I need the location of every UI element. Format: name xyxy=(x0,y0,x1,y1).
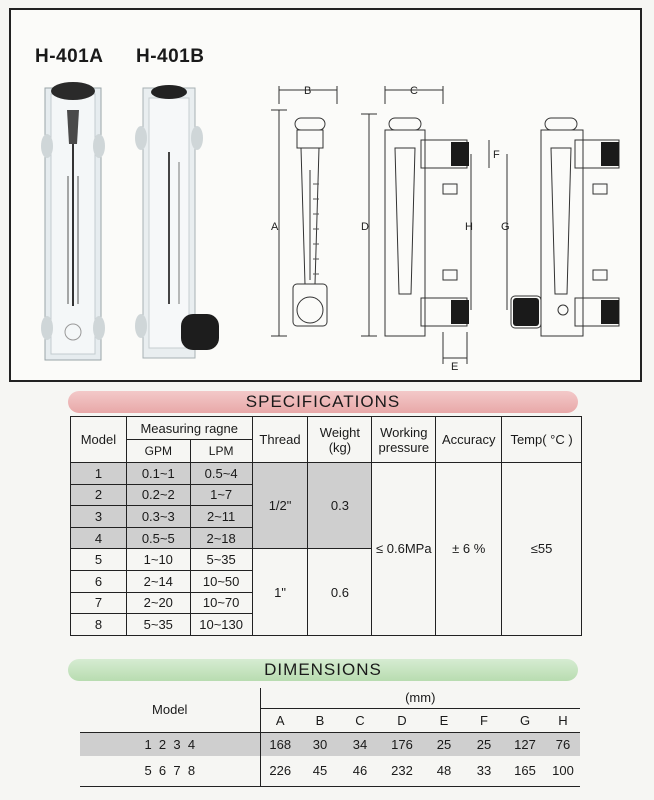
dim-value: 168 xyxy=(269,736,292,752)
col-temp: Temp( °C ) xyxy=(502,417,582,463)
cell-model: 5 xyxy=(71,549,127,571)
cell-lpm: 1~7 xyxy=(190,484,252,506)
cell-model: 8 xyxy=(71,614,127,636)
col-weight-label: Weight xyxy=(319,424,361,440)
dim-label-d: D xyxy=(361,221,369,233)
cell-thread-group-2: 1" xyxy=(252,549,308,635)
cell-gpm: 0.3~3 xyxy=(126,506,190,528)
dim-col-a: A xyxy=(275,712,285,728)
col-measuring-range: Measuring ragne xyxy=(126,417,252,440)
dim-value: 33 xyxy=(476,763,492,779)
dim-value: 34 xyxy=(352,736,368,752)
dim-value: 30 xyxy=(312,736,328,752)
specifications-banner: SPECIFICATIONS xyxy=(68,391,578,413)
dim-models: 5 6 7 8 xyxy=(80,756,260,786)
col-working-pressure xyxy=(372,417,436,463)
col-gpm: GPM xyxy=(126,440,190,463)
cell-model: 7 xyxy=(71,592,127,614)
col-model: Model xyxy=(71,417,127,463)
dim-models: 1 2 3 4 xyxy=(80,732,260,756)
cell-model: 3 xyxy=(71,506,127,528)
dim-value: 226 xyxy=(269,763,292,779)
cell-temp: ≤55 xyxy=(502,463,582,636)
cell-gpm: 1~10 xyxy=(126,549,190,571)
dim-label-b: B xyxy=(304,85,312,97)
dim-value: 100 xyxy=(552,763,574,779)
dim-col-h: H xyxy=(558,712,568,728)
col-accuracy: Accuracy xyxy=(436,417,502,463)
cell-gpm: 2~14 xyxy=(126,570,190,592)
cell-working-pressure: ≤ 0.6MPa xyxy=(372,463,436,636)
cell-model: 1 xyxy=(71,463,127,485)
dim-value: 25 xyxy=(436,736,452,752)
cell-weight-group-2: 0.6 xyxy=(308,549,372,635)
dim-label-c: C xyxy=(410,85,418,97)
product-image-frame xyxy=(9,8,642,382)
dim-col-g: G xyxy=(519,712,531,728)
cell-model: 4 xyxy=(71,527,127,549)
cell-weight-group-1: 0.3 xyxy=(308,463,372,549)
dim-label-f: F xyxy=(493,149,500,161)
dim-value: 176 xyxy=(391,736,413,752)
dim-value: 25 xyxy=(476,736,492,752)
dim-unit: (mm) xyxy=(405,690,436,706)
table-row xyxy=(71,463,582,485)
cell-gpm: 2~20 xyxy=(126,592,190,614)
col-pressure-label: pressure xyxy=(378,439,430,455)
table-row xyxy=(80,732,580,756)
cell-gpm: 5~35 xyxy=(126,614,190,636)
cell-gpm: 0.5~5 xyxy=(126,527,190,549)
table-row xyxy=(80,756,580,786)
cell-lpm: 2~11 xyxy=(190,506,252,528)
dim-col-e: E xyxy=(439,712,449,728)
dim-col-b: B xyxy=(315,712,325,728)
cell-lpm: 2~18 xyxy=(190,527,252,549)
dim-col-f: F xyxy=(480,712,488,728)
dim-value: 45 xyxy=(312,763,328,779)
dimensions-banner: DIMENSIONS xyxy=(68,659,578,681)
col-working-label: Working xyxy=(380,424,428,440)
dim-model-header: Model xyxy=(80,688,260,732)
cell-lpm: 10~50 xyxy=(190,570,252,592)
dim-label-a: A xyxy=(271,221,279,233)
dim-value: 232 xyxy=(391,763,413,779)
model-a-title: H-401A xyxy=(35,46,104,67)
dim-value: 165 xyxy=(514,763,536,779)
flowmeter-a-photo xyxy=(37,80,115,365)
col-weight-unit: (kg) xyxy=(328,439,352,455)
cell-thread-group-1: 1/2" xyxy=(252,463,308,549)
dim-col-c: C xyxy=(355,712,365,728)
dimension-drawings xyxy=(257,74,627,374)
dim-col-d: D xyxy=(397,712,407,728)
cell-accuracy: ± 6 % xyxy=(436,463,502,636)
dim-value: 46 xyxy=(352,763,368,779)
cell-model: 6 xyxy=(71,570,127,592)
dim-label-e: E xyxy=(451,361,459,373)
cell-model: 2 xyxy=(71,484,127,506)
cell-lpm: 10~130 xyxy=(190,614,252,636)
cell-lpm: 5~35 xyxy=(190,549,252,571)
specifications-table xyxy=(70,416,582,636)
cell-lpm: 0.5~4 xyxy=(190,463,252,485)
cell-lpm: 10~70 xyxy=(190,592,252,614)
col-weight xyxy=(308,417,372,463)
dim-label-g: G xyxy=(501,221,510,233)
cell-gpm: 0.2~2 xyxy=(126,484,190,506)
col-lpm: LPM xyxy=(190,440,252,463)
flowmeter-b-photo xyxy=(129,82,229,362)
model-b-title: H-401B xyxy=(136,46,205,67)
cell-gpm: 0.1~1 xyxy=(126,463,190,485)
dim-value: 48 xyxy=(436,763,452,779)
col-thread: Thread xyxy=(252,417,308,463)
dim-value: 76 xyxy=(555,736,571,752)
dim-label-h: H xyxy=(465,221,473,233)
dim-value: 127 xyxy=(514,736,536,752)
dimensions-table xyxy=(80,688,580,787)
